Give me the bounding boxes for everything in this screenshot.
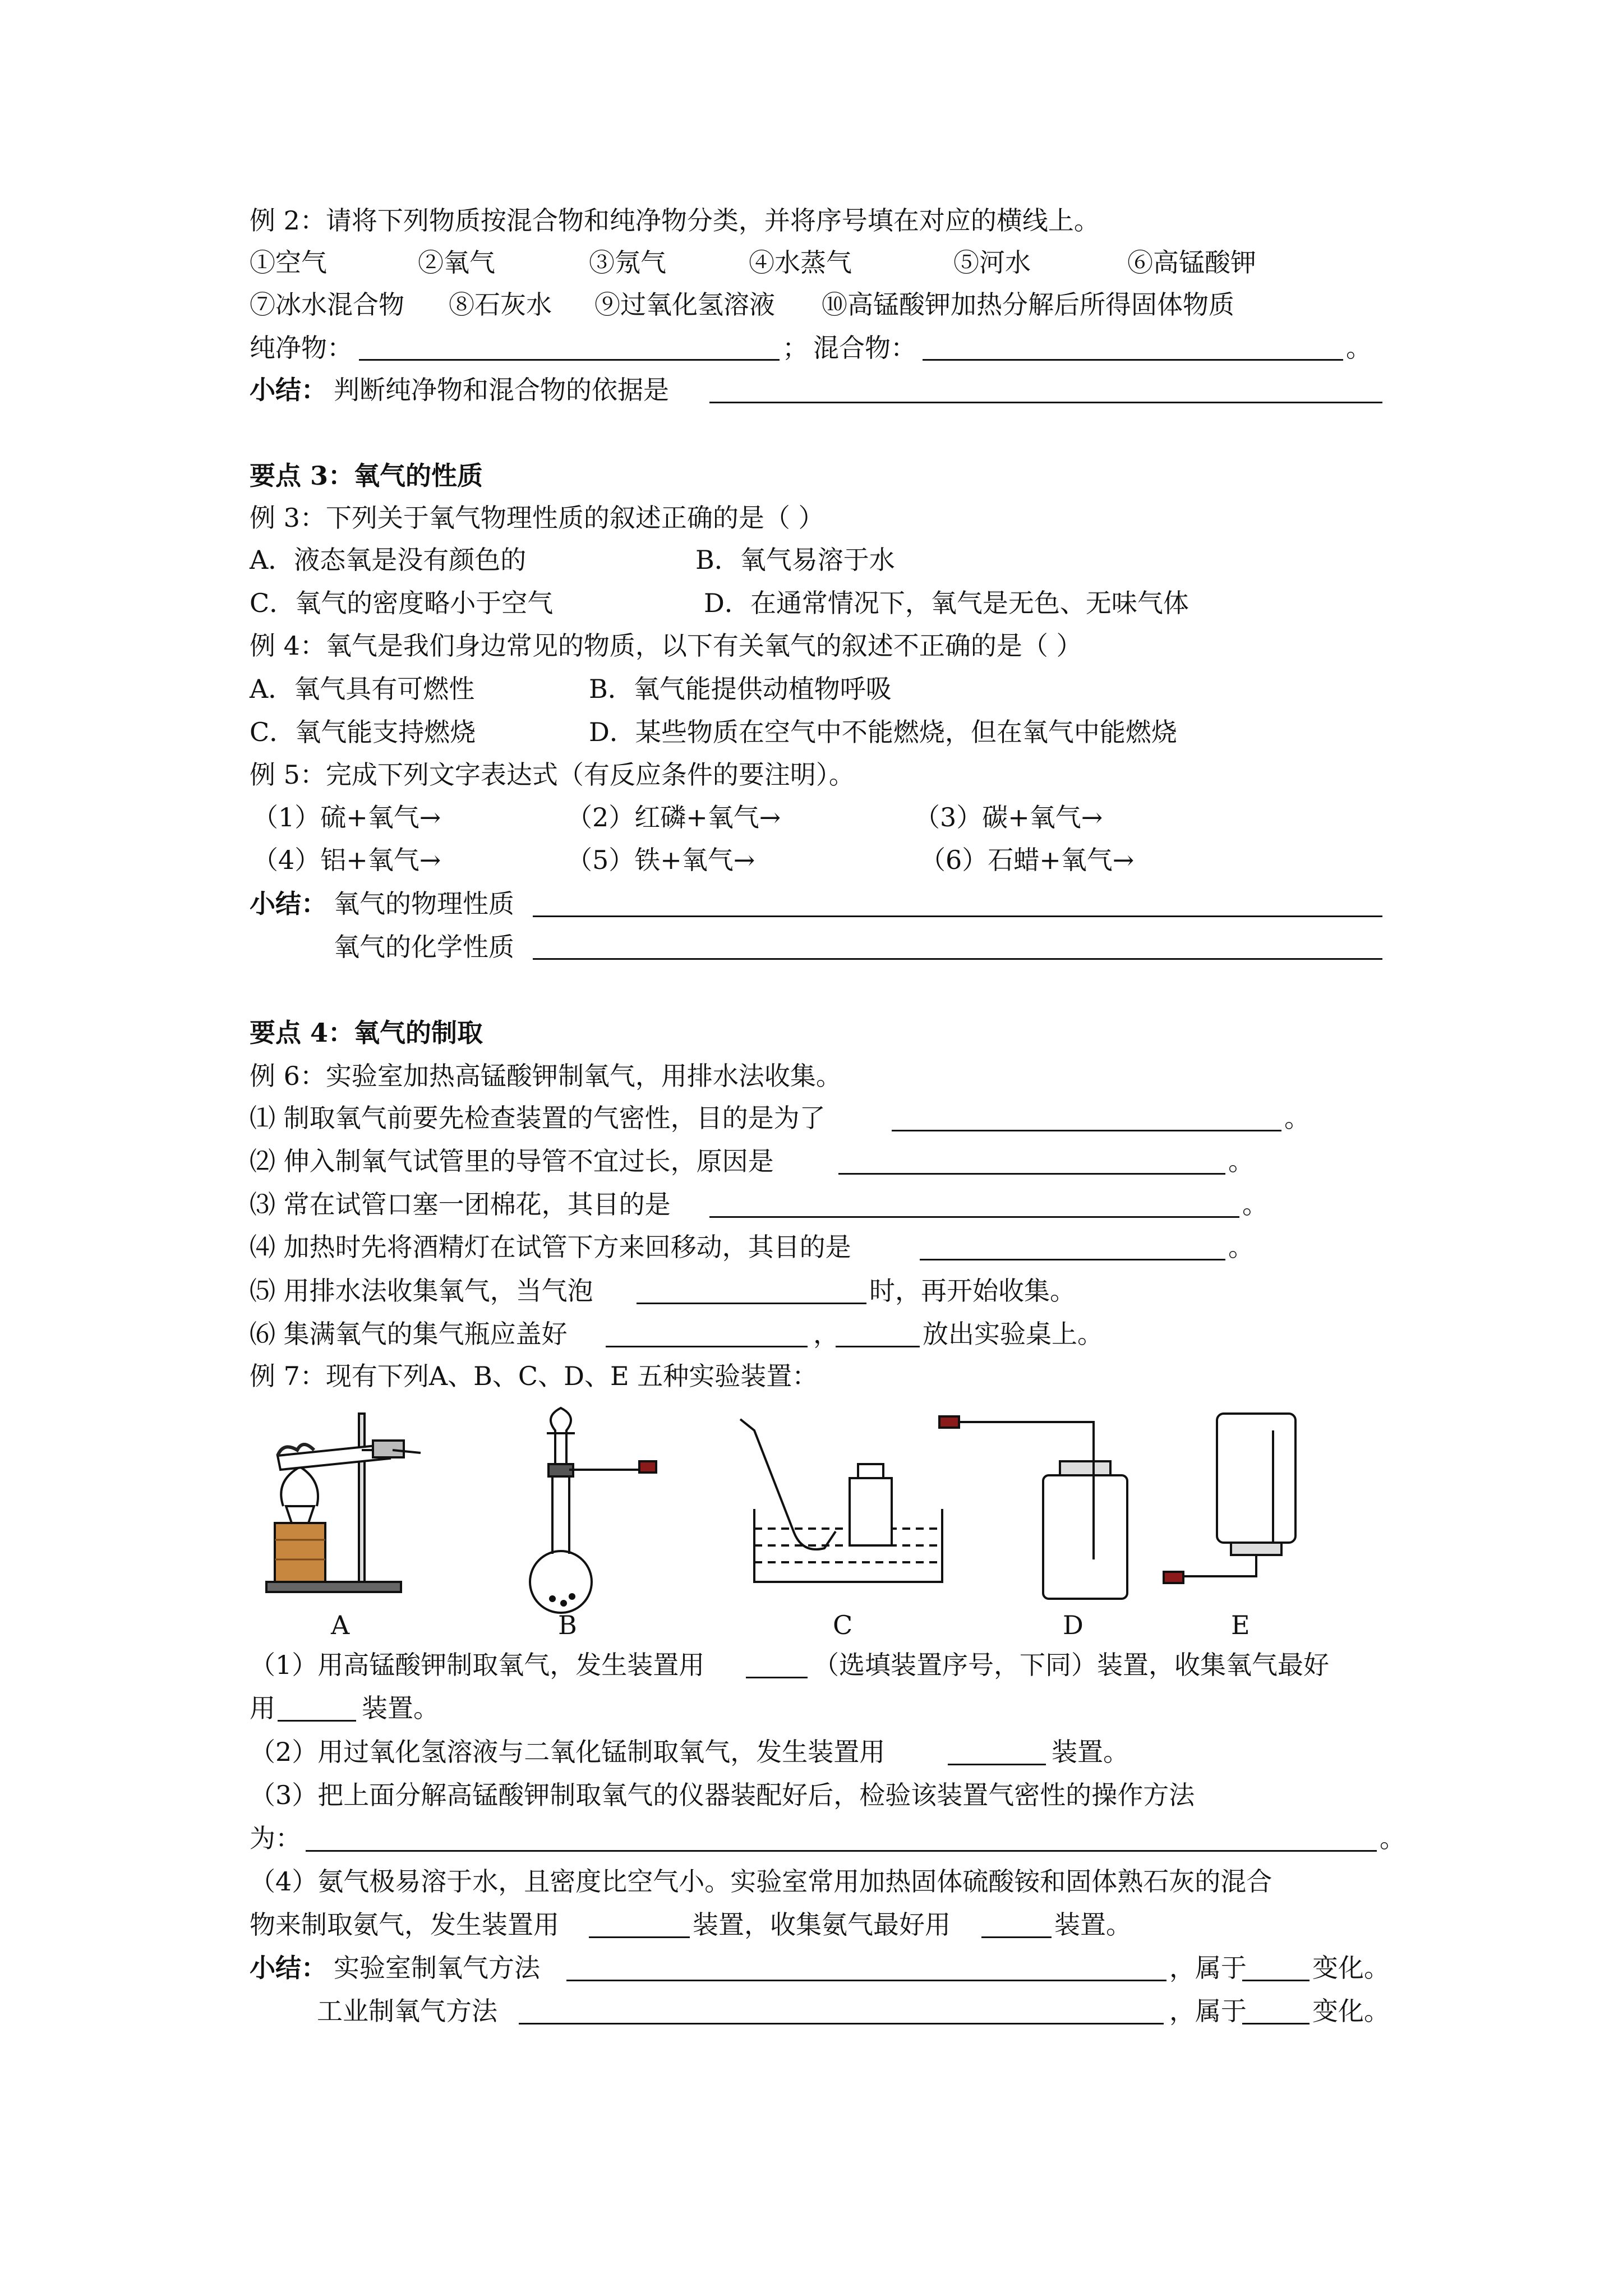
ex6-end-1: 。: [1284, 1103, 1310, 1133]
ex6-sub-6-end: 放出实验桌上。: [923, 1319, 1103, 1349]
sec3-summary-chemical: 氧气的化学性质: [334, 932, 514, 962]
ex4-option-c: C．氧气能支持燃烧: [250, 717, 476, 747]
ex2-item-4: ④水蒸气: [749, 247, 852, 278]
ex7-q2-end: 装置。: [1052, 1737, 1129, 1767]
ex5-item-4: （4）铝+氧气→: [252, 845, 441, 875]
ex7-q4-line1: （4）氨气极易溶于水，且密度比空气小。实验室常用加热固体硫酸铵和固体熟石灰的混合: [250, 1866, 1272, 1897]
apparatus-e-diagram: [1164, 1414, 1295, 1583]
ex7-q1-use: 用: [250, 1693, 275, 1723]
ex2-item-5: ⑤河水: [953, 247, 1031, 278]
ex7-q1-middle: （选填装置序号，下同）装置，收集氧气最好: [813, 1650, 1329, 1680]
ex2-item-8: ⑧石灰水: [449, 289, 552, 320]
chemical-properties-blank[interactable]: [533, 958, 1382, 960]
ex2-item-7: ⑦冰水混合物: [250, 289, 404, 320]
ex6-sub-3: ⑶ 常在试管口塞一团棉花，其目的是: [250, 1189, 671, 1220]
lab-method-blank[interactable]: [566, 1980, 1166, 1981]
ex2-question: 例 2：请将下列物质按混合物和纯净物分类，并将序号填在对应的横线上。: [250, 205, 1100, 236]
physical-properties-blank[interactable]: [533, 915, 1382, 917]
ex2-summary-blank[interactable]: [709, 402, 1382, 403]
industrial-method-blank[interactable]: [519, 2023, 1164, 2024]
ex6-blank-4[interactable]: [920, 1259, 1225, 1260]
sec4-summary-label: 小结：: [250, 1953, 327, 1983]
mixture-blank[interactable]: [923, 359, 1343, 361]
ex7-q4-line2: 物来制取氨气，发生装置用: [250, 1910, 559, 1940]
ex6-blank-3[interactable]: [709, 1216, 1239, 1218]
pure-substance-blank[interactable]: [359, 359, 780, 361]
ex7-q3-end: 。: [1380, 1823, 1405, 1853]
ex7-q3-for: 为：: [250, 1823, 301, 1853]
ex5-item-2: （2）红磷+氧气→: [566, 802, 781, 832]
ex6-sub-6-start: ⑹ 集满氧气的集气瓶应盖好: [250, 1319, 568, 1349]
ex4-option-d: D．某些物质在空气中不能燃烧，但在氧气中能燃烧: [589, 717, 1177, 747]
ex2-item-6: ⑥高锰酸钾: [1127, 247, 1256, 278]
mixture-label: 混合物：: [813, 333, 916, 363]
ex5-item-5: （5）铁+氧气→: [566, 845, 755, 875]
ex6-end-3: 。: [1242, 1189, 1268, 1220]
ex2-item-2: ②氧气: [418, 247, 495, 278]
ex2-summary-label: 小结：: [250, 375, 327, 405]
apparatus-d-diagram: [939, 1416, 1127, 1599]
ex6-sub-2: ⑵ 伸入制氧气试管里的导管不宜过长，原因是: [250, 1146, 774, 1176]
ex6-end-2: 。: [1228, 1146, 1254, 1176]
ex7-q4-mid: 装置，收集氨气最好用: [693, 1910, 951, 1940]
ex6-sub-5-end: 时，再开始收集。: [869, 1276, 1076, 1306]
ex6-sub-5-start: ⑸ 用排水法收集氧气，当气泡: [250, 1276, 593, 1306]
apparatus-a-label: A: [331, 1610, 350, 1640]
ex4-option-b: B．氧气能提供动植物呼吸: [589, 674, 892, 704]
ex7-q1-blank-a[interactable]: [746, 1677, 808, 1678]
apparatus-d-label: D: [1063, 1610, 1083, 1640]
apparatus-b-label: B: [558, 1610, 577, 1640]
ex3-option-b: B．氧气易溶于水: [695, 545, 895, 575]
section-4-title: 要点 4：氧气的制取: [250, 1018, 483, 1048]
ex2-summary-text: 判断纯净物和混合物的依据是: [334, 375, 669, 405]
sec3-summary-physical: 氧气的物理性质: [334, 889, 514, 919]
ex7-q4-blank-b[interactable]: [981, 1936, 1052, 1938]
ex3-option-c: C．氧气的密度略小于空气: [250, 588, 554, 618]
ex7-q3-blank[interactable]: [306, 1850, 1377, 1852]
ex6-blank-1[interactable]: [892, 1130, 1281, 1131]
apparatus-a-diagram: [266, 1414, 421, 1592]
ex6-sub-6-comma: ，: [813, 1319, 839, 1349]
ex4-option-a: A．氧气具有可燃性: [250, 674, 475, 704]
ex7-q1-blank-b[interactable]: [278, 1720, 356, 1722]
ex2-item-3: ③氖气: [589, 247, 666, 278]
sec3-summary-label: 小结：: [250, 889, 327, 919]
ex3-option-a: A．液态氧是没有颜色的: [250, 545, 527, 575]
apparatus-c-label: C: [833, 1610, 853, 1640]
industrial-method-belongs: ，属于: [1169, 1996, 1247, 2026]
ex6-blank-6b[interactable]: [836, 1346, 920, 1347]
pure-substance-label: 纯净物：: [250, 333, 353, 363]
ex7-q4-end: 装置。: [1054, 1910, 1132, 1940]
ex6-blank-2[interactable]: [838, 1173, 1225, 1175]
ex7-q4-blank-a[interactable]: [589, 1936, 690, 1938]
ex2-end: 。: [1346, 333, 1372, 363]
lab-method-change-blank[interactable]: [1242, 1980, 1310, 1981]
industrial-method-label: 工业制氧气方法: [317, 1996, 497, 2026]
ex3-option-d: D．在通常情况下，氧气是无色、无味气体: [704, 588, 1189, 618]
ex7-q2-blank[interactable]: [948, 1764, 1046, 1765]
ex3-question: 例 3：下列关于氧气物理性质的叙述正确的是（ ）: [250, 503, 824, 533]
ex5-item-3: （3）碳+氧气→: [914, 802, 1103, 832]
industrial-method-change-blank[interactable]: [1242, 2023, 1310, 2024]
ex6-sub-1: ⑴ 制取氧气前要先检查装置的气密性，目的是为了: [250, 1103, 826, 1133]
ex2-item-10: ⑩高锰酸钾加热分解后所得固体物质: [822, 289, 1234, 320]
ex7-q1-end: 装置。: [362, 1693, 439, 1723]
ex2-separator: ；: [782, 333, 808, 363]
ex5-item-1: （1）硫+氧气→: [252, 802, 441, 832]
ex5-question: 例 5：完成下列文字表达式（有反应条件的要注明）。: [250, 760, 855, 790]
lab-method-label: 实验室制氧气方法: [334, 1953, 540, 1983]
ex2-item-9: ⑨过氧化氢溶液: [594, 289, 775, 320]
ex6-question: 例 6：实验室加热高锰酸钾制氧气，用排水法收集。: [250, 1061, 842, 1091]
apparatus-e-label: E: [1231, 1610, 1250, 1640]
ex4-question: 例 4：氧气是我们身边常见的物质，以下有关氧气的叙述不正确的是（ ）: [250, 631, 1082, 661]
apparatus-b-diagram: [530, 1408, 656, 1613]
ex7-q2-start: （2）用过氧化氢溶液与二氧化锰制取氧气，发生装置用: [250, 1737, 886, 1767]
ex7-question: 例 7：现有下列A、B、C、D、E 五种实验装置：: [250, 1361, 818, 1391]
section-3-title: 要点 3：氧气的性质: [250, 461, 483, 491]
lab-method-belongs: ，属于: [1169, 1953, 1247, 1983]
ex7-q1-start: （1）用高锰酸钾制取氧气，发生装置用: [250, 1650, 705, 1680]
industrial-method-change: 变化。: [1312, 1996, 1390, 2026]
ex6-end-4: 。: [1228, 1232, 1254, 1262]
ex5-item-6: （6）石蜡+氧气→: [920, 845, 1135, 875]
ex6-sub-4: ⑷ 加热时先将酒精灯在试管下方来回移动，其目的是: [250, 1232, 851, 1262]
lab-method-change: 变化。: [1312, 1953, 1390, 1983]
ex6-blank-5[interactable]: [637, 1303, 866, 1304]
apparatus-c-diagram: [740, 1419, 942, 1582]
ex7-q3-start: （3）把上面分解高锰酸钾制取氧气的仪器装配好后，检验该装置气密性的操作方法: [250, 1780, 1195, 1810]
ex6-blank-6a[interactable]: [606, 1346, 808, 1347]
ex2-item-1: ①空气: [250, 247, 327, 278]
